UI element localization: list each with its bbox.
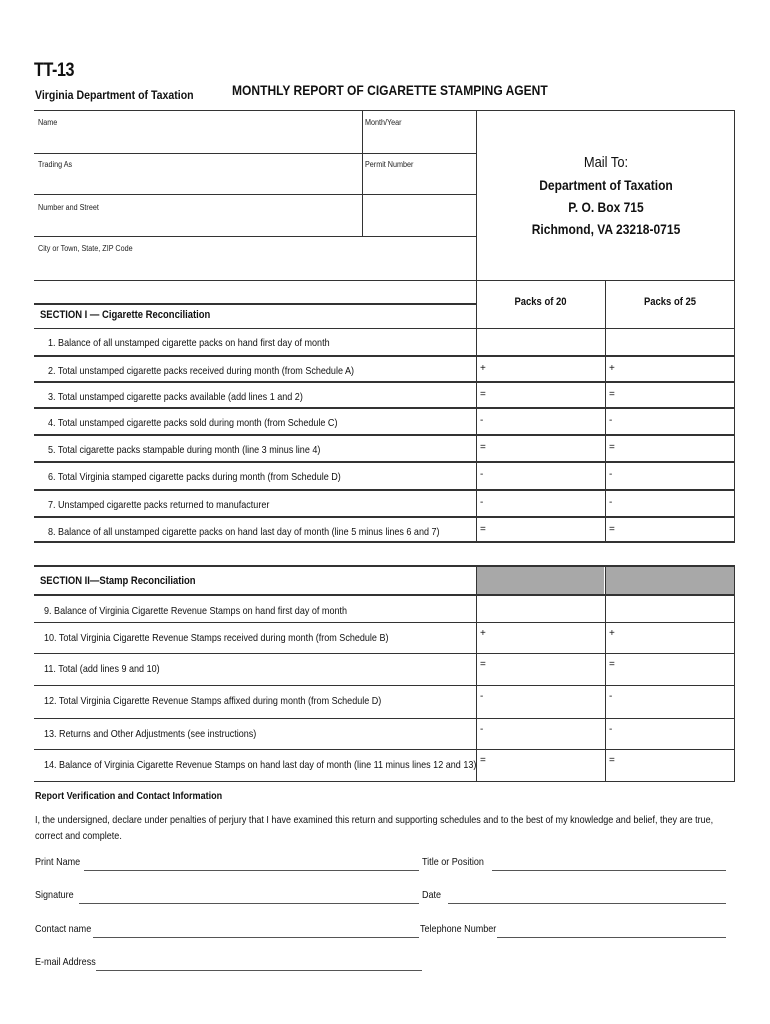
operator-packs20[interactable]: = <box>480 755 486 766</box>
col-header-packs20: Packs of 20 <box>514 296 567 308</box>
operator-packs20[interactable]: - <box>480 724 484 735</box>
field-rule-3 <box>34 236 476 237</box>
table-row-rule <box>34 516 735 518</box>
city-state-zip-field[interactable]: City or Town, State, ZIP Code <box>38 244 133 253</box>
operator-packs25[interactable]: = <box>609 442 615 453</box>
table-row-rule <box>34 541 735 543</box>
operator-packs20[interactable]: - <box>480 691 484 702</box>
header-top-rule <box>34 110 735 111</box>
operator-packs20[interactable]: + <box>480 363 486 374</box>
table-row-label: 3. Total unstamped cigarette packs available (add lines 1 and 2) <box>48 391 303 403</box>
contact-name-label: Contact name <box>35 923 92 935</box>
email-label: E-mail Address <box>35 956 96 968</box>
street-field[interactable]: Number and Street <box>38 203 99 212</box>
table-row-rule <box>34 653 735 654</box>
field-rule-4 <box>34 280 735 281</box>
mail-to-pobox: P. O. Box 715 <box>568 199 644 215</box>
name-field[interactable]: Name <box>38 118 58 127</box>
verification-text: I, the undersigned, declare under penalties of perjury that I have examined this return and supporting schedules and to the best of my knowledge and belief, they are true, correct and complete. <box>35 814 714 842</box>
operator-packs25[interactable]: - <box>609 691 613 702</box>
shaded-header-cell-20 <box>477 567 604 594</box>
field-rule-1 <box>34 153 476 154</box>
table-row-rule <box>34 355 735 357</box>
mail-to-dept: Department of Taxation <box>539 177 673 193</box>
section-2-header-bottom <box>34 594 735 596</box>
operator-packs25[interactable]: = <box>609 524 615 535</box>
operator-packs20[interactable]: + <box>480 628 486 639</box>
section-1-rule <box>34 303 476 305</box>
section-2-title: SECTION II—Stamp Reconciliation <box>40 575 196 587</box>
date-line[interactable] <box>448 903 726 904</box>
operator-packs25[interactable]: - <box>609 469 613 480</box>
email-line[interactable] <box>96 970 422 971</box>
table-row-rule <box>34 781 735 782</box>
title-position-line[interactable] <box>492 870 726 871</box>
shaded-header-cell-25 <box>606 567 734 594</box>
telephone-line[interactable] <box>497 937 726 938</box>
table-row-rule <box>34 407 735 409</box>
telephone-label: Telephone Number <box>420 923 497 935</box>
operator-packs25[interactable]: = <box>609 755 615 766</box>
operator-packs25[interactable]: + <box>609 628 615 639</box>
table-row-label: 7. Unstamped cigarette packs returned to manufacturer <box>48 499 270 511</box>
operator-packs20[interactable]: - <box>480 469 484 480</box>
col-header-packs25: Packs of 25 <box>643 296 697 308</box>
operator-packs20[interactable]: = <box>480 659 486 670</box>
table-row-label: 4. Total unstamped cigarette packs sold during month (from Schedule C) <box>48 417 338 429</box>
table-row-label: 13. Returns and Other Adjustments (see instructions) <box>44 728 257 740</box>
operator-packs20[interactable]: = <box>480 524 486 535</box>
table-row-label: 5. Total cigarette packs stampable during month (line 3 minus line 4) <box>48 444 321 456</box>
date-label: Date <box>422 889 442 901</box>
table-row-rule <box>34 381 735 383</box>
print-name-line[interactable] <box>84 870 419 871</box>
field-rule-2 <box>34 194 476 195</box>
table-row-label: 9. Balance of Virginia Cigarette Revenue Stamps on hand first day of month <box>44 605 348 617</box>
signature-label: Signature <box>35 889 74 901</box>
table-row-label: 10. Total Virginia Cigarette Revenue Stamps received during month (from Schedule B) <box>44 632 389 644</box>
print-name-label: Print Name <box>35 856 81 868</box>
table-row-rule <box>34 434 735 436</box>
month-year-field[interactable]: Month/Year <box>365 118 402 127</box>
signature-line[interactable] <box>79 903 419 904</box>
table-row-label: 1. Balance of all unstamped cigarette packs on hand first day of month <box>48 337 330 349</box>
operator-packs25[interactable]: = <box>609 389 615 400</box>
table-row-rule <box>34 718 735 719</box>
permit-number-field[interactable]: Permit Number <box>365 160 414 169</box>
table-row-rule <box>34 622 735 623</box>
contact-name-line[interactable] <box>93 937 419 938</box>
section-1-header-bottom <box>34 328 735 329</box>
operator-packs25[interactable]: = <box>609 659 615 670</box>
trading-as-field[interactable]: Trading As <box>38 160 73 169</box>
operator-packs25[interactable]: + <box>609 363 615 374</box>
operator-packs20[interactable]: - <box>480 415 484 426</box>
form-id: TT-13 <box>34 60 75 81</box>
operator-packs20[interactable]: = <box>480 389 486 400</box>
mail-to-city: Richmond, VA 23218-0715 <box>531 221 681 237</box>
title-position-label: Title or Position <box>422 856 484 868</box>
table-row-rule <box>34 461 735 463</box>
verification-title: Report Verification and Contact Information <box>35 790 223 802</box>
table-row-label: 6. Total Virginia stamped cigarette packs during month (from Schedule D) <box>48 471 341 483</box>
table-row-label: 14. Balance of Virginia Cigarette Revenue Stamps on hand last day of month (line 11 minus lines 12 and 13) <box>44 759 477 771</box>
agency-name: Virginia Department of Taxation <box>35 88 194 102</box>
table-row-rule <box>34 749 735 750</box>
table-row-label: 8. Balance of all unstamped cigarette packs on hand last day of month (line 5 minus lines 6 and 7) <box>48 526 440 538</box>
table-row-label: 12. Total Virginia Cigarette Revenue Stamps affixed during month (from Schedule D) <box>44 695 382 707</box>
table-row-label: 2. Total unstamped cigarette packs received during month (from Schedule A) <box>48 365 355 377</box>
operator-packs25[interactable]: - <box>609 724 613 735</box>
operator-packs25[interactable]: - <box>609 497 613 508</box>
section-1-col-a <box>476 280 477 542</box>
mail-to-block <box>477 152 735 240</box>
table-row-rule <box>34 489 735 491</box>
header-divider <box>362 110 363 236</box>
table-row-rule <box>34 685 735 686</box>
mail-to-label: Mail To: <box>583 154 629 171</box>
operator-packs25[interactable]: - <box>609 415 613 426</box>
form-title: MONTHLY REPORT OF CIGARETTE STAMPING AGENT <box>232 82 548 98</box>
table-row-label: 11. Total (add lines 9 and 10) <box>44 663 160 675</box>
operator-packs20[interactable]: = <box>480 442 486 453</box>
operator-packs20[interactable]: - <box>480 497 484 508</box>
section-1-title: SECTION I — Cigarette Reconciliation <box>40 309 211 321</box>
